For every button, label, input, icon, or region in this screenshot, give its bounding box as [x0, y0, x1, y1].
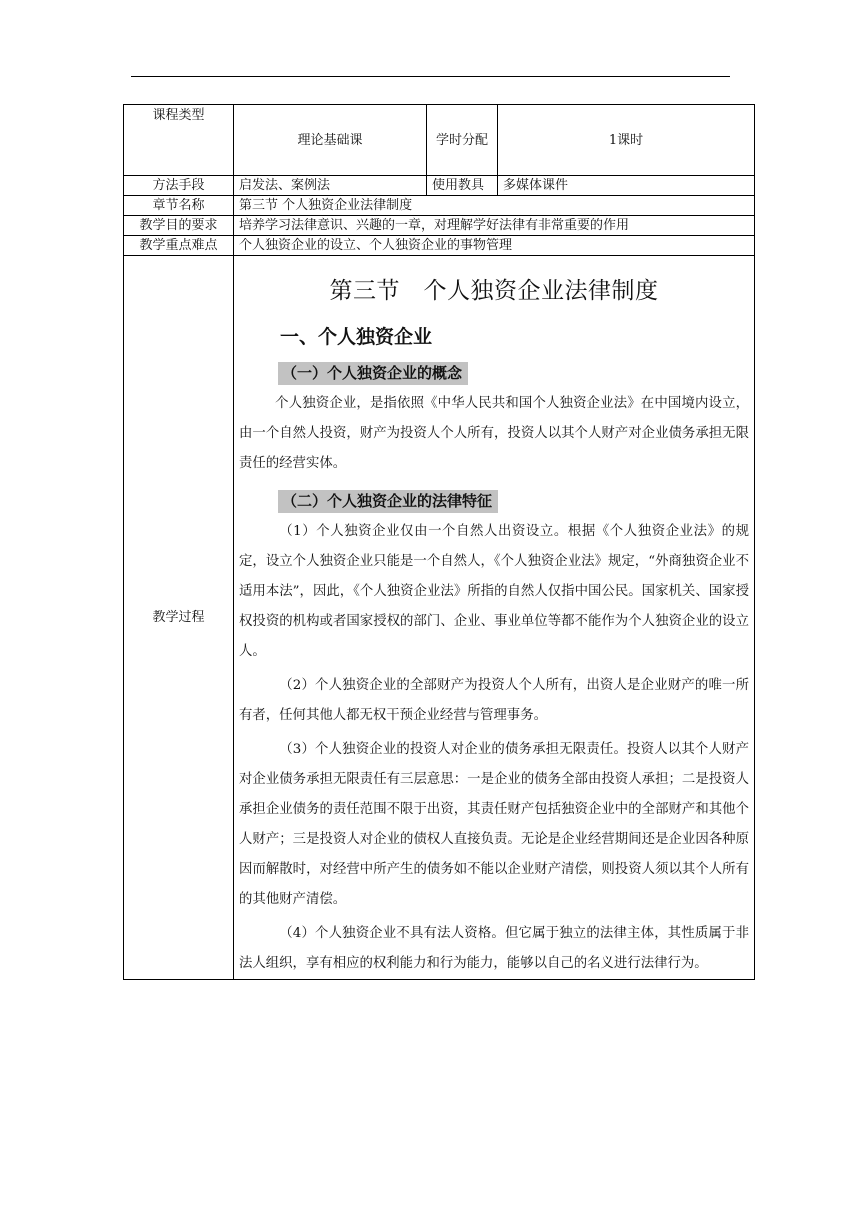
paragraph-feature-3: （3）个人独资企业的投资人对企业的债务承担无限责任。投资人以其个人财产对企业债务承担无限责任有三层意思：一是企业的债务全部由投资人承担；二是投资人承担企业债务的责任范围不限于出资，其责任财产包括独资企业中的全部财产和其他个人财产；三是投资人对企业的债权人直接负责。无论是企业经营期间还是企业因各种原因而解散时，对经营中所产生的债务如不能以企业财产清偿，则投资人须以其个人所有的其他财产清偿。	[239, 742, 749, 907]
hours-label: 学时分配	[427, 105, 498, 176]
tools-label: 使用教具	[427, 176, 498, 196]
heading-concept: （一）个人独资企业的概念	[278, 362, 468, 385]
process-label: 教学过程	[124, 256, 234, 980]
row-chapter	[124, 196, 755, 216]
row-goal	[124, 216, 755, 236]
paragraph-feature-4: （4）个人独资企业不具有法人资格。但它属于独立的法律主体，其性质属于非法人组织，享有相应的权利能力和行为能力，能够以自己的名义进行法律行为。	[239, 926, 749, 971]
paragraph-feature-1: （1）个人独资企业仅由一个自然人出资设立。根据《个人独资企业法》的规定，设立个人独资企业只能是一个自然人，《个人独资企业法》规定，“外商独资企业不适用本法”，因此，《个人独资企业法》所指的自然人仅指中国公民。国家机关、国家授权投资的机构或者国家授权的部门、企业、事业单位等都不能作为个人独资企业的设立人。	[239, 524, 749, 659]
paragraph-concept: 个人独资企业，是指依照《中华人民共和国个人独资企业法》在中国境内设立，由一个自然人投资，财产为投资人个人所有，投资人以其个人财产对企业债务承担无限责任的经营实体。	[239, 396, 749, 471]
method-value: 启发法、案例法	[234, 176, 427, 196]
header-rule	[131, 76, 730, 77]
paragraph-feature-2: （2）个人独资企业的全部财产为投资人个人所有，出资人是企业财产的唯一所有者，任何其他人都无权干预企业经营与管理事务。	[239, 678, 749, 723]
hours-value: 1课时	[498, 105, 755, 176]
section-title: 第三节 个人独资企业法律制度	[329, 278, 659, 304]
process-content	[234, 256, 755, 980]
goal-value: 培养学习法律意识、兴趣的一章，对理解学好法律有非常重要的作用	[234, 216, 755, 236]
row-process	[124, 256, 755, 980]
goal-label: 教学目的要求	[124, 216, 234, 236]
lesson-plan-table	[123, 104, 755, 980]
course-type-label: 课程类型	[124, 105, 234, 176]
chapter-value: 第三节 个人独资企业法律制度	[234, 196, 755, 216]
method-label: 方法手段	[124, 176, 234, 196]
heading-level1: 一、个人独资企业	[280, 326, 433, 348]
row-method	[124, 176, 755, 196]
row-course-type	[124, 105, 755, 176]
chapter-label: 章节名称	[124, 196, 234, 216]
focus-value: 个人独资企业的设立、个人独资企业的事物管理	[234, 236, 755, 256]
heading-features: （二）个人独资企业的法律特征	[278, 490, 498, 513]
row-focus	[124, 236, 755, 256]
focus-label: 教学重点难点	[124, 236, 234, 256]
course-type-value: 理论基础课	[234, 105, 427, 176]
tools-value: 多媒体课件	[498, 176, 755, 196]
